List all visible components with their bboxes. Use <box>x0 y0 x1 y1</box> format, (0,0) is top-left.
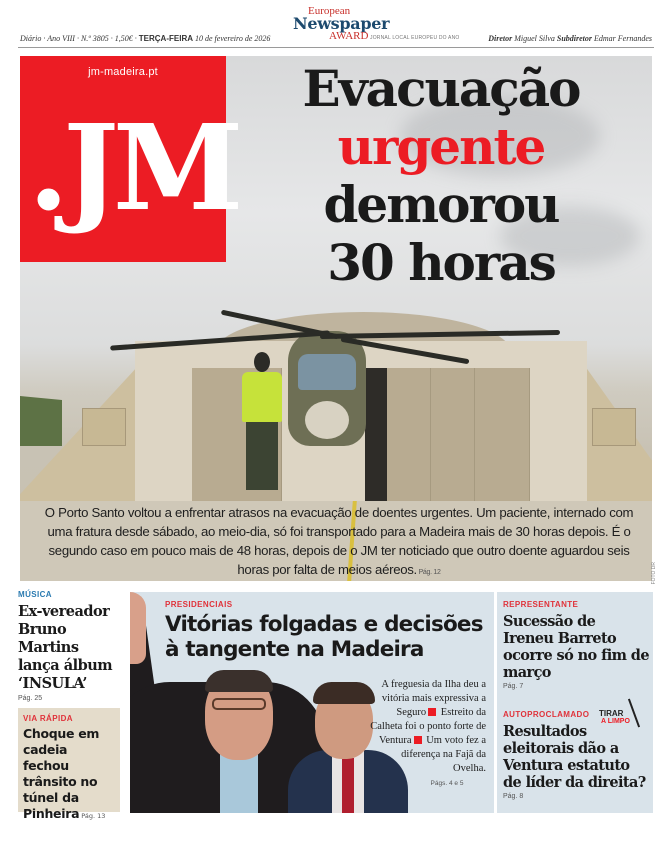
candidate-1-glasses <box>212 698 266 710</box>
hangar-door <box>431 368 475 501</box>
raised-hand <box>130 592 146 664</box>
subdirector-name: Edmar Fernandes <box>592 34 652 43</box>
story-title-text: Choque em cadeia fechou trânsito no túnel da Pinheira <box>23 726 100 821</box>
masthead-bar <box>18 0 654 48</box>
summary-part-1: A freguesia da Ilha deu a vitória mais expressiva a Seguro <box>381 679 486 718</box>
bullet-square-icon <box>414 736 422 744</box>
logo-mark: .JM <box>28 98 238 237</box>
story-summary <box>368 678 486 791</box>
headline-line-3: demorou <box>323 175 559 234</box>
story-title: Sucessão de Ireneu Barreto ocorre só no fim de março <box>503 613 649 681</box>
photo-credit: FOTO DR <box>651 562 657 585</box>
editorial-staff <box>488 34 652 43</box>
story-title <box>23 726 115 824</box>
story-autoproclamado[interactable] <box>503 710 651 800</box>
website-url[interactable]: jm-madeira.pt <box>88 66 158 78</box>
candidate-1-hair <box>205 670 273 692</box>
subdirector-label: Subdiretor <box>556 34 592 43</box>
issue-info <box>20 34 270 43</box>
candidate-2-tie <box>342 758 354 813</box>
helicopter-nose <box>305 401 349 439</box>
award-subtitle: JORNAL LOCAL EUROPEU DO ANO <box>370 35 460 41</box>
badge-line-1: TIRAR <box>599 709 624 718</box>
jm-logo[interactable] <box>20 56 238 262</box>
candidate-2-hair <box>313 682 375 704</box>
bullet-square-icon <box>428 708 436 716</box>
issue-number: Diário · Ano VIII · N.º 3805 · 1,50€ · <box>20 34 139 43</box>
section-kicker: REPRESENTANTE <box>503 600 579 609</box>
page-reference: Pág. 13 <box>79 812 106 820</box>
story-title: Resultados eleitorais dão a Ventura estatuto de líder da direita? <box>503 723 646 791</box>
award-line-3: AWARD <box>329 30 369 42</box>
hangar-opening <box>365 368 387 501</box>
page-reference: Pág. 25 <box>18 695 43 702</box>
story-via-rapida[interactable] <box>18 708 120 821</box>
section-kicker: MÚSICA <box>18 590 52 599</box>
headline-line-2-accent: urgente <box>337 117 545 176</box>
european-newspaper-award-logo <box>293 5 460 46</box>
soldier-hi-vis-vest <box>242 372 282 422</box>
badge-line-2: A LIMPO <box>601 718 630 725</box>
story-representante[interactable] <box>503 600 649 690</box>
story-presidenciais[interactable] <box>130 592 494 813</box>
side-door <box>592 408 636 446</box>
issue-date: 10 de fevereiro de 2026 <box>193 34 271 43</box>
section-kicker: VIA RÁPIDA <box>23 714 73 723</box>
main-headline[interactable] <box>276 60 606 292</box>
soldier-legs <box>246 420 278 490</box>
page-reference: Pág. 7 <box>503 683 524 690</box>
summary-part-3: Um voto fez a diferença na Fajã da Ovelha. <box>401 735 486 774</box>
story-title: Vitórias folgadas e decisões à tangente na Madeira <box>165 612 483 662</box>
headline-line-4: 30 horas <box>327 233 555 292</box>
right-column <box>497 592 653 813</box>
headline-line-1: Evacuação <box>302 59 580 118</box>
lead-text: O Porto Santo voltou a enfrentar atrasos na evacuação de doentes urgentes. Um paciente, internado com uma fratura desde sábado, ao meio-dia, só foi transportado para a Madeira mais de 30 horas depois. É o segundo caso em pouco mais de 48 horas, depois de o JM ter noticiado que outro doente aguardou seis horas por falta de meios aéreos. <box>44 505 634 577</box>
section-kicker: AUTOPROCLAMADO <box>503 710 590 719</box>
summary-part-2: Estreito da Calheta foi o ponto forte de Ventura <box>370 707 486 746</box>
page-reference: Pág. 12 <box>416 569 441 576</box>
story-musica[interactable] <box>18 590 116 702</box>
lead-paragraph <box>44 503 634 582</box>
award-line-1: European <box>308 5 351 17</box>
page-reference: Pág. 8 <box>503 793 524 800</box>
weekday: TERÇA-FEIRA <box>138 34 193 43</box>
hillside <box>20 396 62 446</box>
director-name: Miguel Silva <box>512 34 557 43</box>
hangar-door <box>475 368 530 501</box>
story-title: Ex-vereador Bruno Martins lança álbum ‘INSULA’ <box>18 603 113 692</box>
side-door <box>82 408 126 446</box>
director-label: Diretor <box>488 34 513 43</box>
helicopter-cockpit <box>298 354 356 390</box>
page-reference: Págs. 4 e 5 <box>430 780 464 787</box>
soldier-head <box>254 352 270 372</box>
section-kicker: PRESIDENCIAIS <box>165 600 233 609</box>
award-line-2: Newspaper <box>293 14 390 33</box>
hangar-door <box>387 368 431 501</box>
